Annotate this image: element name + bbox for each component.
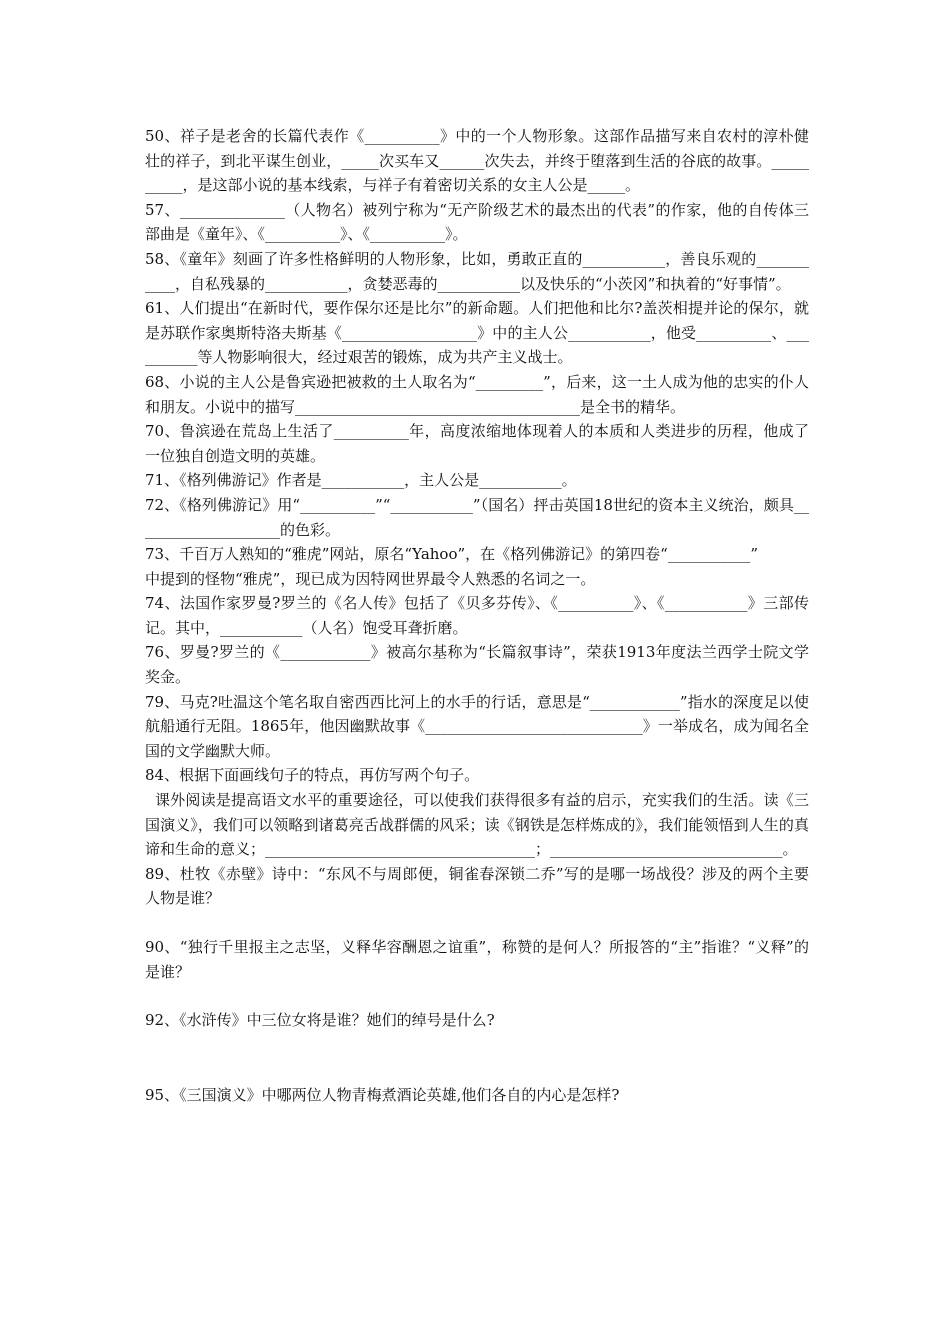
- question-73: 73、千百万人熟知的“雅虎”网站，原名“Yahoo”，在《格列佛游记》的第四卷“___________”: [145, 545, 759, 564]
- question-71: 71、《格列佛游记》作者是___________，主人公是___________。: [145, 471, 577, 490]
- question-73-continued: 中提到的怪物“雅虎”，现已成为因特网世界最令人熟悉的名词之一。: [145, 569, 596, 588]
- answer-space: [145, 984, 809, 1008]
- question-95: 95、《三国演义》中哪两位人物青梅煮酒论英雄,他们各自的内心是怎样?: [145, 1085, 620, 1104]
- question-70: 70、鲁滨逊在荒岛上生活了__________年，高度浓缩地体现着人的本质和人类进步的历程，他成了一位独自创造文明的英雄。: [145, 422, 809, 465]
- question-58: 58、《童年》刻画了许多性格鲜明的人物形象，比如，勇敢正直的___________，善良乐观的___________，自私残暴的___________，贪婪恶毒的___________以及快乐的“小茨冈”和执着的“好事情”。: [145, 249, 809, 293]
- question-50: 50、祥子是老舍的长篇代表作《__________》中的一个人物形象。这部作品描写来自农村的淳朴健壮的祥子，到北平谋生创业，_____次买车又______次失去，并终于堕落到生活的谷底的故事。__________，是这部小说的基本线索，与祥子有着密切关系的女主人公是_____。: [145, 127, 809, 195]
- answer-space: [145, 1033, 809, 1083]
- question-74: 74、法国作家罗曼?罗兰的《名人传》包括了《贝多芬传》、《__________》、《___________》三部传记。其中，___________（人名）饱受耳聋折磨。: [145, 594, 809, 637]
- question-84: 84、根据下面画线句子的特点，再仿写两个句子。: [145, 766, 480, 785]
- question-84-passage: 课外阅读是提高语文水平的重要途径，可以使我们获得很多有益的启示，充实我们的生活。读《三国演义》，我们可以领略到诸葛亮舌战群儒的风采；读《钢铁是怎样炼成的》，我们能领悟到人生的真谛和生命的意义；____________________________________；_______________________________。: [145, 791, 809, 859]
- question-79: 79、马克?吐温这个笔名取自密西西比河上的水手的行话，意思是“____________”指水的深度足以使航船通行无阻。1865年，他因幽默故事《_____________________________》一举成名，成为闻名全国的文学幽默大师。: [145, 692, 809, 760]
- question-90: 90、“独行千里报主之志坚，义释华容酬恩之谊重”，称赞的是何人？所报答的“主”指谁？“义释”的是谁？: [145, 938, 809, 981]
- question-61: 61、人们提出“在新时代，要作保尔还是比尔”的新命题。人们把他和比尔?盖茨相提并论的保尔，就是苏联作家奥斯特洛夫斯基《__________________》中的主人公___________，他受__________、__________等人物影响很大，经过艰苦的锻炼，成为共产主义战士。: [145, 299, 809, 367]
- question-72: 72、《格列佛游记》用“__________”“___________”（国名）抨击英国18世纪的资本主义统治，颇具____________________的色彩。: [145, 495, 809, 539]
- worksheet-page: [145, 124, 809, 1107]
- question-68: 68、小说的主人公是鲁宾逊把被救的土人取名为“_________”，后来，这一土人成为他的忠实的仆人和朋友。小说中的描写______________________________________是全书的精华。: [145, 372, 809, 416]
- question-92: 92、《水浒传》中三位女将是谁？她们的绰号是什么?: [145, 1011, 495, 1030]
- answer-space: [145, 911, 809, 935]
- question-57: 57、______________（人物名）被列宁称为“无产阶级艺术的最杰出的代表”的作家，他的自传体三部曲是《童年》、《__________》、《__________》。: [145, 200, 809, 244]
- question-76: 76、罗曼?罗兰的《____________》被高尔基称为“长篇叙事诗”，荣获1913年度法兰西学士院文学奖金。: [145, 643, 809, 687]
- question-89: 89、杜牧《赤壁》诗中：“东风不与周郎便，铜雀春深锁二乔”写的是哪一场战役？涉及的两个主要人物是谁？: [145, 864, 809, 908]
